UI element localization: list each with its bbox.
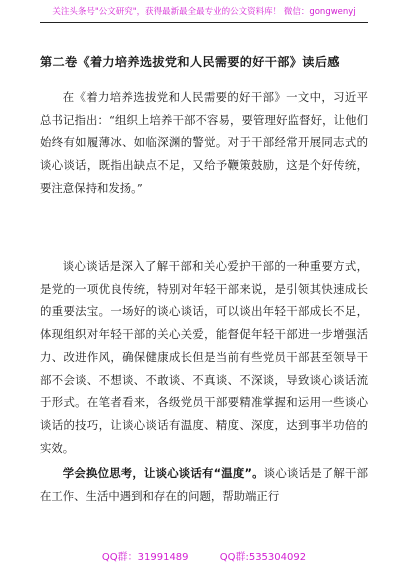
footer-qq-group-2: QQ群:535304092 (219, 552, 307, 563)
paragraph-3-lead: 学会换位思考，让谈心谈话有“温度”。 (62, 466, 264, 480)
header-banner: 关注头条号"公文研究"，获得最新最全最专业的公文资料库！ 微信：gongwenyj (52, 7, 356, 17)
footer (40, 548, 368, 563)
document-title: 第二卷《着力培养选拔党和人民需要的好干部》读后感 (40, 55, 340, 69)
paragraph-3-text: 谈心谈话是了解干部在工作、生活中遇到和存在的问题，帮助端正行 (40, 466, 368, 503)
paragraph-2: 谈心谈话是深入了解干部和关心爱护干部的一种重要方式，是党的一项优良传统，特别对年轻干部来说，是引领其快速成长的重要法宝。一场好的谈心谈话，可以谈出年轻干部成长不足，体现组织对年轻干部的关心关爱，能督促年轻干部进一步增强活力、改进作风，确保健康成长但是当前有些党员干部甚至领导干部不会谈、不想谈、不敢谈、不真谈、不深谈，导致谈心谈话流于形式。在笔者看来，各级党员干部要精准掌握和运用一些谈心谈话的技巧，让谈心谈话有温度、精度、深度，达到事半功倍的实效。 (40, 259, 368, 455)
footer-qq-group-1: QQ群：31991489 (101, 552, 189, 563)
header-divider (40, 22, 368, 23)
paragraph-1: 在《着力培养选拔党和人民需要的好干部》一文中，习近平总书记指出：“组织上培养干部不容易，要管理好监督好，让他们始终有如履薄冰、如临深渊的警觉。对于干部经常开展同志式的谈心谈话，既指出缺点不足，又给予鞭策鼓励，这是个好传统，要注意保持和发扬。” (40, 90, 368, 195)
paragraph-3 (40, 462, 368, 507)
